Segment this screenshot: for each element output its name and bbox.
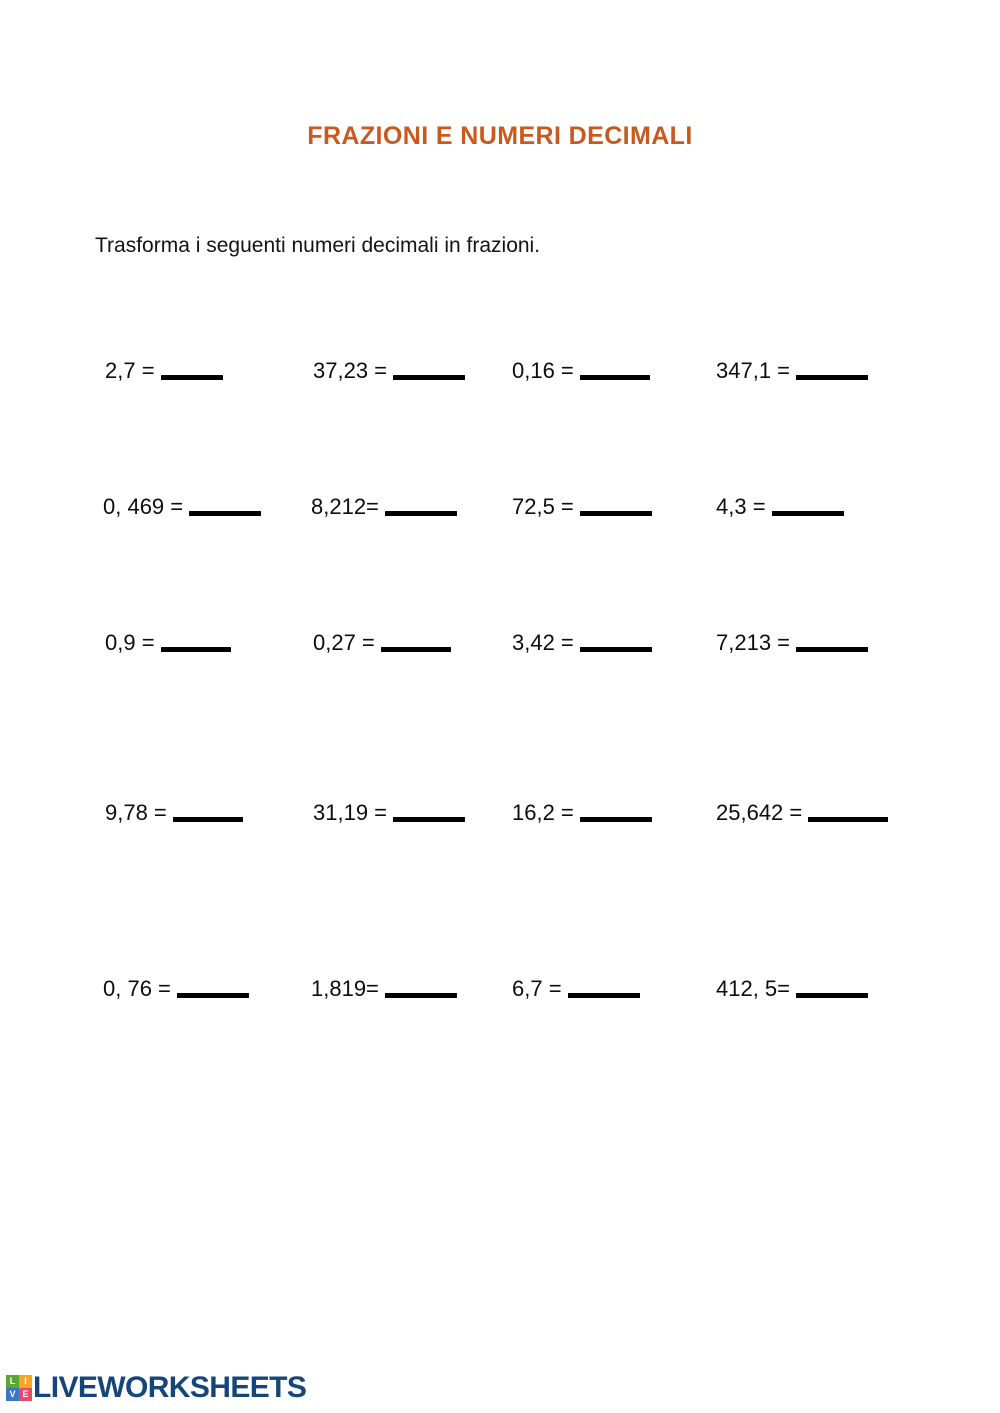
answer-blank[interactable] <box>796 993 868 998</box>
exercise-item <box>105 632 231 654</box>
logo-tile-v-icon: V <box>6 1388 19 1401</box>
exercise-item <box>512 360 650 382</box>
answer-blank[interactable] <box>177 993 249 998</box>
exercise-item <box>512 802 652 824</box>
answer-blank[interactable] <box>580 375 650 380</box>
answer-blank[interactable] <box>393 817 465 822</box>
exercise-item <box>716 632 868 654</box>
logo-tiles-icon <box>6 1375 32 1401</box>
exercise-prompt: 8,212= <box>311 494 379 519</box>
answer-blank[interactable] <box>381 647 451 652</box>
answer-blank[interactable] <box>772 511 844 516</box>
answer-blank[interactable] <box>580 511 652 516</box>
answer-blank[interactable] <box>189 511 261 516</box>
exercise-prompt: 2,7 = <box>105 358 155 383</box>
exercise-prompt: 347,1 = <box>716 358 791 383</box>
exercise-prompt: 4,3 = <box>716 494 766 519</box>
liveworksheets-logo <box>6 1373 306 1403</box>
exercise-item <box>105 802 243 824</box>
exercise-prompt: 0,9 = <box>105 630 155 655</box>
answer-blank[interactable] <box>161 647 231 652</box>
answer-blank[interactable] <box>568 993 640 998</box>
answer-blank[interactable] <box>393 375 465 380</box>
logo-tile-e-icon: E <box>19 1388 32 1401</box>
answer-blank[interactable] <box>580 647 652 652</box>
exercise-prompt: 0, 76 = <box>103 976 171 1001</box>
exercise-item <box>313 632 451 654</box>
answer-blank[interactable] <box>808 817 888 822</box>
logo-wordmark: LIVEWORKSHEETS <box>33 1371 307 1404</box>
exercise-item <box>311 978 457 1000</box>
exercise-item <box>311 496 457 518</box>
instruction-text: Trasforma i seguenti numeri decimali in frazioni. <box>95 234 541 257</box>
exercise-prompt: 7,213 = <box>716 630 791 655</box>
exercise-prompt: 412, 5= <box>716 976 791 1001</box>
exercise-item <box>103 496 261 518</box>
answer-blank[interactable] <box>796 647 868 652</box>
logo-tile-i-icon: I <box>19 1375 32 1388</box>
exercise-item <box>512 978 640 1000</box>
exercise-prompt: 1,819= <box>311 976 379 1001</box>
exercise-item <box>716 496 844 518</box>
exercise-item <box>512 496 652 518</box>
exercise-prompt: 3,42 = <box>512 630 574 655</box>
exercise-item <box>512 632 652 654</box>
exercise-prompt: 25,642 = <box>716 800 803 825</box>
answer-blank[interactable] <box>580 817 652 822</box>
exercise-prompt: 31,19 = <box>313 800 388 825</box>
exercise-prompt: 16,2 = <box>512 800 574 825</box>
exercise-item <box>716 360 868 382</box>
answer-blank[interactable] <box>796 375 868 380</box>
answer-blank[interactable] <box>173 817 243 822</box>
exercise-prompt: 0,16 = <box>512 358 574 383</box>
exercise-item <box>105 360 223 382</box>
answer-blank[interactable] <box>385 993 457 998</box>
exercise-prompt: 0,27 = <box>313 630 375 655</box>
exercise-prompt: 6,7 = <box>512 976 562 1001</box>
exercise-prompt: 9,78 = <box>105 800 167 825</box>
exercise-item <box>313 360 465 382</box>
logo-tile-l-icon: L <box>6 1375 19 1388</box>
exercise-item <box>103 978 249 1000</box>
exercise-item <box>313 802 465 824</box>
exercise-prompt: 0, 469 = <box>103 494 184 519</box>
answer-blank[interactable] <box>161 375 223 380</box>
page-title: FRAZIONI E NUMERI DECIMALI <box>307 122 693 150</box>
exercise-prompt: 37,23 = <box>313 358 388 383</box>
exercise-item <box>716 978 868 1000</box>
answer-blank[interactable] <box>385 511 457 516</box>
exercise-item <box>716 802 888 824</box>
exercise-prompt: 72,5 = <box>512 494 574 519</box>
